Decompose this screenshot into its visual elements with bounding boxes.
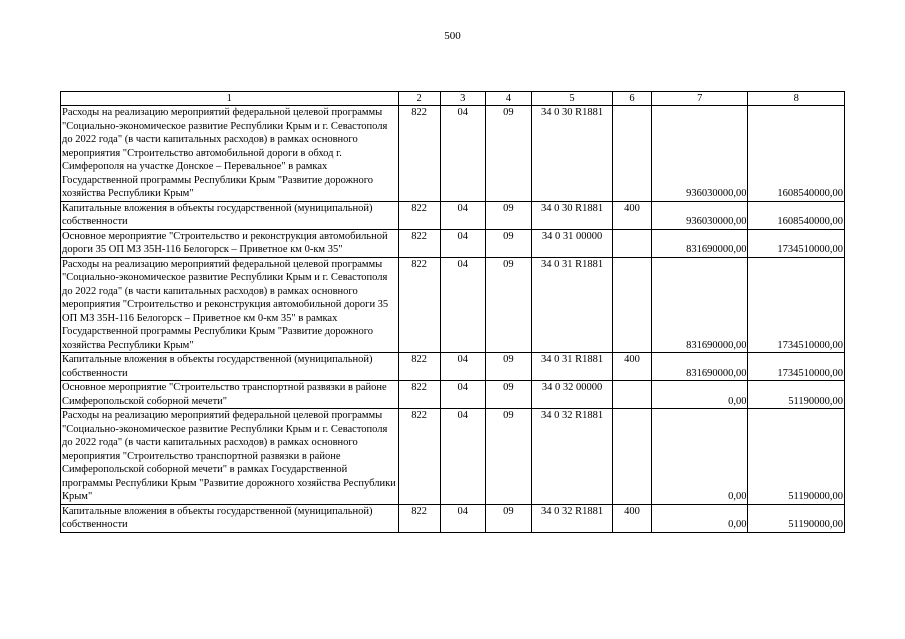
expense-name-cell: Капитальные вложения в объекты государственной (муниципальной) собственности — [61, 353, 399, 381]
page-number: 500 — [444, 30, 461, 42]
target-article-cell: 34 0 30 R1881 — [531, 106, 612, 202]
target-article-cell: 34 0 31 R1881 — [531, 257, 612, 353]
subsection-code-cell: 09 — [485, 504, 531, 532]
grbs-code-cell: 822 — [398, 504, 440, 532]
amount-year1-cell: 936030000,00 — [652, 201, 748, 229]
amount-year1-cell: 831690000,00 — [652, 229, 748, 257]
table-row — [61, 353, 845, 381]
expense-type-cell — [613, 229, 652, 257]
section-code-cell: 04 — [440, 201, 485, 229]
header-cell: 8 — [748, 92, 845, 106]
expense-name-cell: Основное мероприятие "Строительство транспортной развязки в районе Симферопольской соборной мечети" — [61, 381, 399, 409]
amount-year2-cell: 1608540000,00 — [748, 201, 845, 229]
expense-type-cell: 400 — [613, 504, 652, 532]
section-code-cell: 04 — [440, 106, 485, 202]
table-row — [61, 106, 845, 202]
grbs-code-cell: 822 — [398, 409, 440, 505]
target-article-cell: 34 0 32 R1881 — [531, 504, 612, 532]
header-row — [61, 92, 845, 106]
expense-type-cell — [613, 106, 652, 202]
amount-year1-cell: 831690000,00 — [652, 257, 748, 353]
expense-type-cell — [613, 257, 652, 353]
amount-year2-cell: 1734510000,00 — [748, 229, 845, 257]
target-article-cell: 34 0 31 00000 — [531, 229, 612, 257]
amount-year1-cell: 0,00 — [652, 381, 748, 409]
header-cell: 6 — [613, 92, 652, 106]
expense-name-cell: Основное мероприятие "Строительство и реконструкция автомобильной дороги 35 ОП МЗ 35Н-116 Белогорск – Приветное км 0-км 35" — [61, 229, 399, 257]
table-row — [61, 409, 845, 505]
expense-type-cell — [613, 381, 652, 409]
expense-type-cell — [613, 409, 652, 505]
expense-name-cell: Капитальные вложения в объекты государственной (муниципальной) собственности — [61, 504, 399, 532]
table-row — [61, 201, 845, 229]
subsection-code-cell: 09 — [485, 106, 531, 202]
amount-year1-cell: 0,00 — [652, 504, 748, 532]
table-row — [61, 381, 845, 409]
header-cell: 4 — [485, 92, 531, 106]
section-code-cell: 04 — [440, 229, 485, 257]
amount-year2-cell: 51190000,00 — [748, 504, 845, 532]
grbs-code-cell: 822 — [398, 381, 440, 409]
section-code-cell: 04 — [440, 257, 485, 353]
table-row — [61, 229, 845, 257]
expense-type-cell: 400 — [613, 353, 652, 381]
amount-year1-cell: 831690000,00 — [652, 353, 748, 381]
header-cell: 5 — [531, 92, 612, 106]
grbs-code-cell: 822 — [398, 106, 440, 202]
header-cell: 7 — [652, 92, 748, 106]
grbs-code-cell: 822 — [398, 201, 440, 229]
amount-year2-cell: 1734510000,00 — [748, 353, 845, 381]
subsection-code-cell: 09 — [485, 381, 531, 409]
subsection-code-cell: 09 — [485, 229, 531, 257]
amount-year1-cell: 936030000,00 — [652, 106, 748, 202]
header-cell: 2 — [398, 92, 440, 106]
subsection-code-cell: 09 — [485, 257, 531, 353]
target-article-cell: 34 0 32 R1881 — [531, 409, 612, 505]
section-code-cell: 04 — [440, 504, 485, 532]
header-cell: 3 — [440, 92, 485, 106]
target-article-cell: 34 0 32 00000 — [531, 381, 612, 409]
expense-name-cell: Расходы на реализацию мероприятий федеральной целевой программы "Социально-экономическое развитие Республики Крым и г. Севастополя до 2022 года" (в части капитальных расходов) в рамках основного мероприятия "Строительство транспортной развязки в районе Симферопольской соборной мечети" в рамках Государственной программы Республики Крым "Развитие дорожного хозяйства Республики Крым" — [61, 409, 399, 505]
grbs-code-cell: 822 — [398, 353, 440, 381]
expense-type-cell: 400 — [613, 201, 652, 229]
amount-year1-cell: 0,00 — [652, 409, 748, 505]
budget-table — [60, 91, 845, 533]
amount-year2-cell: 51190000,00 — [748, 409, 845, 505]
expense-name-cell: Расходы на реализацию мероприятий федеральной целевой программы "Социально-экономическое развитие Республики Крым и г. Севастополя до 2022 года" (в части капитальных расходов) в рамках основного мероприятия "Строительство и реконструкция автомобильной дороги 35 ОП МЗ 35Н-116 Белогорск – Приветное км 0-км 35" в рамках Государственной программы Республики Крым "Развитие дорожного хозяйства Республики Крым" — [61, 257, 399, 353]
section-code-cell: 04 — [440, 381, 485, 409]
amount-year2-cell: 51190000,00 — [748, 381, 845, 409]
header-cell: 1 — [61, 92, 399, 106]
subsection-code-cell: 09 — [485, 353, 531, 381]
subsection-code-cell: 09 — [485, 409, 531, 505]
amount-year2-cell: 1734510000,00 — [748, 257, 845, 353]
table-row — [61, 257, 845, 353]
section-code-cell: 04 — [440, 409, 485, 505]
section-code-cell: 04 — [440, 353, 485, 381]
expense-name-cell: Расходы на реализацию мероприятий федеральной целевой программы "Социально-экономическое развитие Республики Крым и г. Севастополя до 2022 года" (в части капитальных расходов) в рамках основного мероприятия "Строительство автомобильной дороги в обход г. Симферополя на участке Донское – Перевальное" в рамках Государственной программы Республики Крым "Развитие дорожного хозяйства Республики Крым" — [61, 106, 399, 202]
expense-name-cell: Капитальные вложения в объекты государственной (муниципальной) собственности — [61, 201, 399, 229]
target-article-cell: 34 0 31 R1881 — [531, 353, 612, 381]
table-row — [61, 504, 845, 532]
grbs-code-cell: 822 — [398, 229, 440, 257]
amount-year2-cell: 1608540000,00 — [748, 106, 845, 202]
subsection-code-cell: 09 — [485, 201, 531, 229]
grbs-code-cell: 822 — [398, 257, 440, 353]
target-article-cell: 34 0 30 R1881 — [531, 201, 612, 229]
